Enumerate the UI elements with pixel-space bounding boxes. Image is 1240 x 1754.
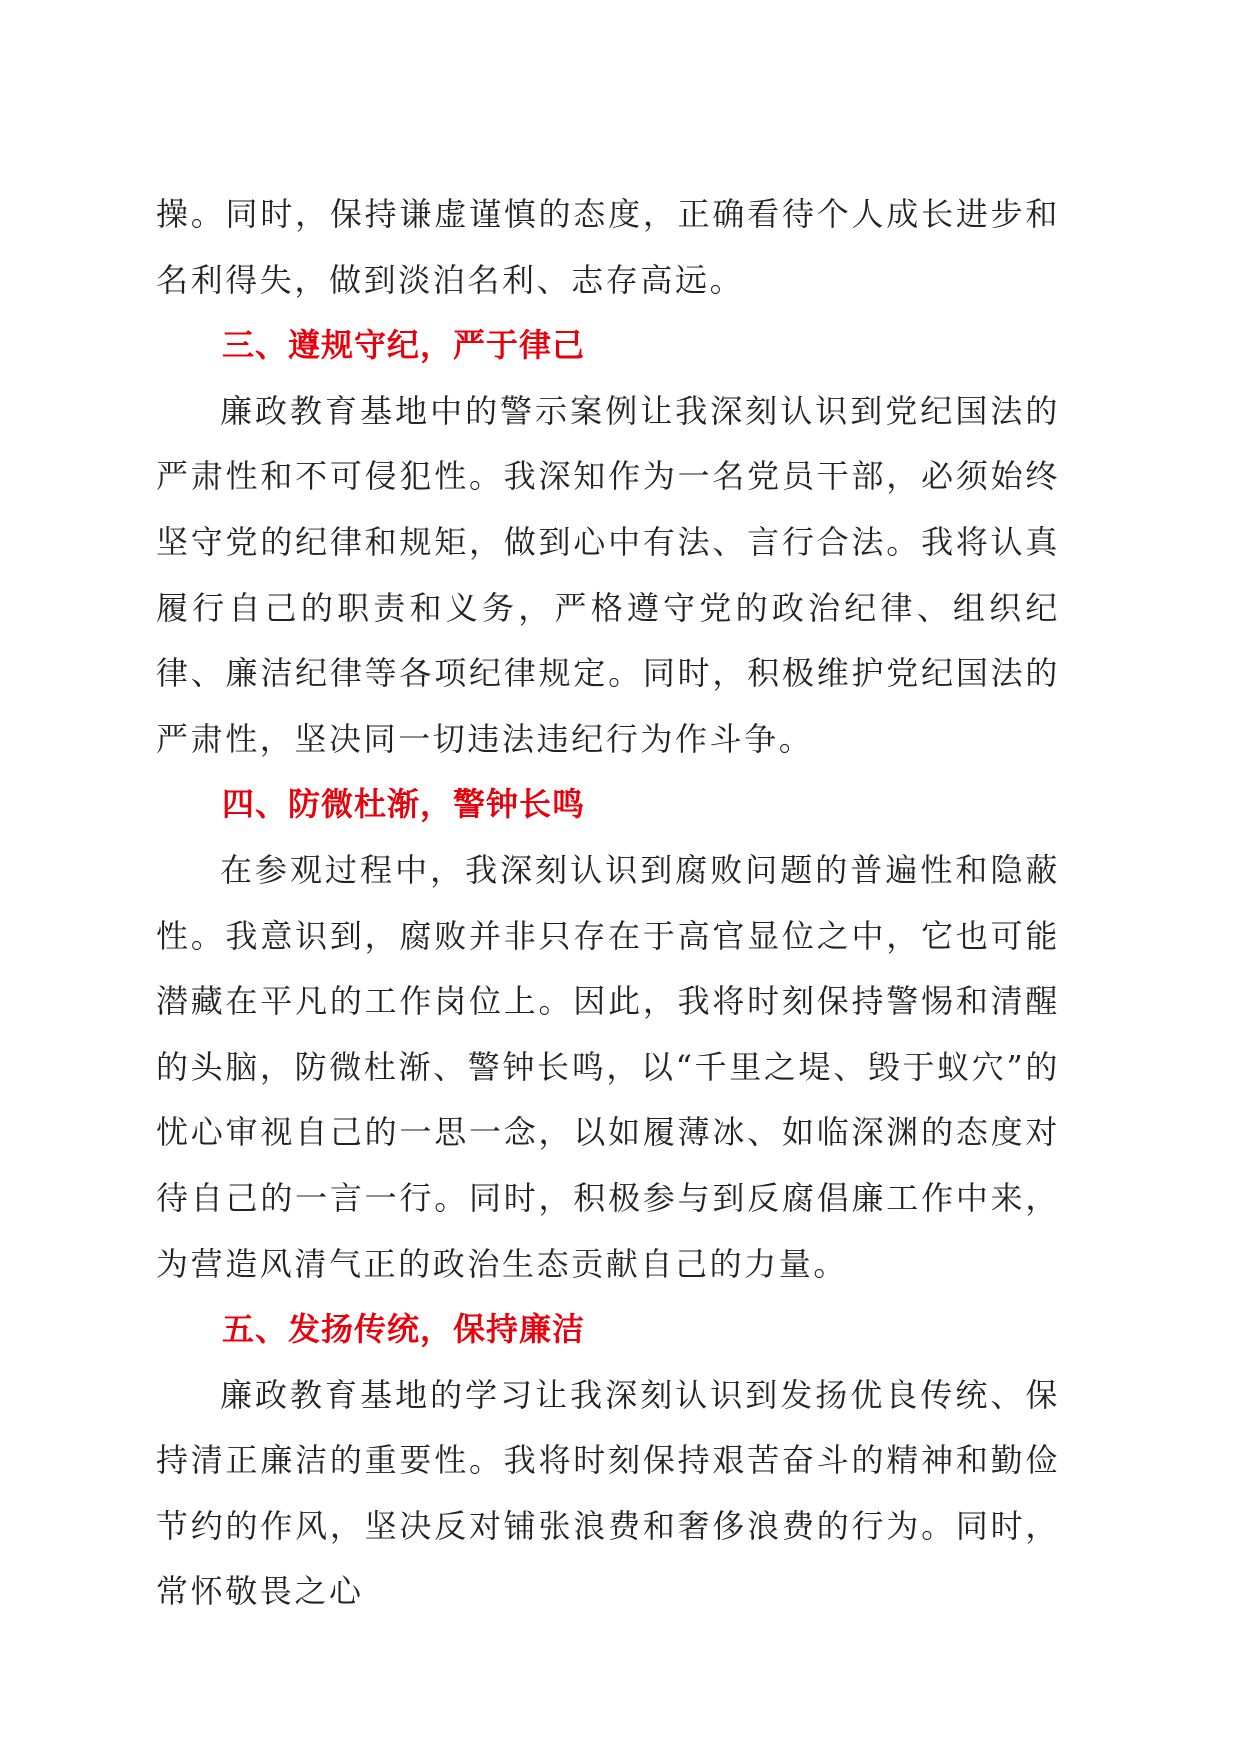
section-heading-4: 四、防微杜渐，警钟长鸣 [222, 785, 586, 824]
paragraph-section-5: 廉政教育基地的学习让我深刻认识到发扬优良传统、保持清正廉洁的重要性。我将时刻保持艰苦奋斗的精神和勤俭节约的作风，坚决反对铺张浪费和奢侈浪费的行为。同时，常怀敬畏之心 [156, 1375, 1060, 1611]
section-heading-5: 五、发扬传统，保持廉洁 [222, 1310, 586, 1349]
paragraph-section-3: 廉政教育基地中的警示案例让我深刻认识到党纪国法的严肃性和不可侵犯性。我深知作为一名党员干部，必须始终坚守党的纪律和规矩，做到心中有法、言行合法。我将认真履行自己的职责和义务，严格遵守党的政治纪律、组织纪律、廉洁纪律等各项纪律规定。同时，积极维护党纪国法的严肃性，坚决同一切违法违纪行为作斗争。 [156, 391, 1060, 758]
paragraph-section-4: 在参观过程中，我深刻认识到腐败问题的普遍性和隐蔽性。我意识到，腐败并非只存在于高官显位之中，它也可能潜藏在平凡的工作岗位上。因此，我将时刻保持警惕和清醒的头脑，防微杜渐、警钟长鸣，以“千里之堤、毁于蚁穴”的忧心审视自己的一思一念，以如履薄冰、如临深渊的态度对待自己的一言一行。同时，积极参与到反腐倡廉工作中来，为营造风清气正的政治生态贡献自己的力量。 [156, 850, 1060, 1283]
section-heading-3: 三、遵规守纪，严于律己 [222, 326, 586, 365]
paragraph-continuation: 操。同时，保持谦虚谨慎的态度，正确看待个人成长进步和名利得失，做到淡泊名利、志存高远。 [156, 195, 1060, 299]
document-page [156, 182, 1060, 1625]
